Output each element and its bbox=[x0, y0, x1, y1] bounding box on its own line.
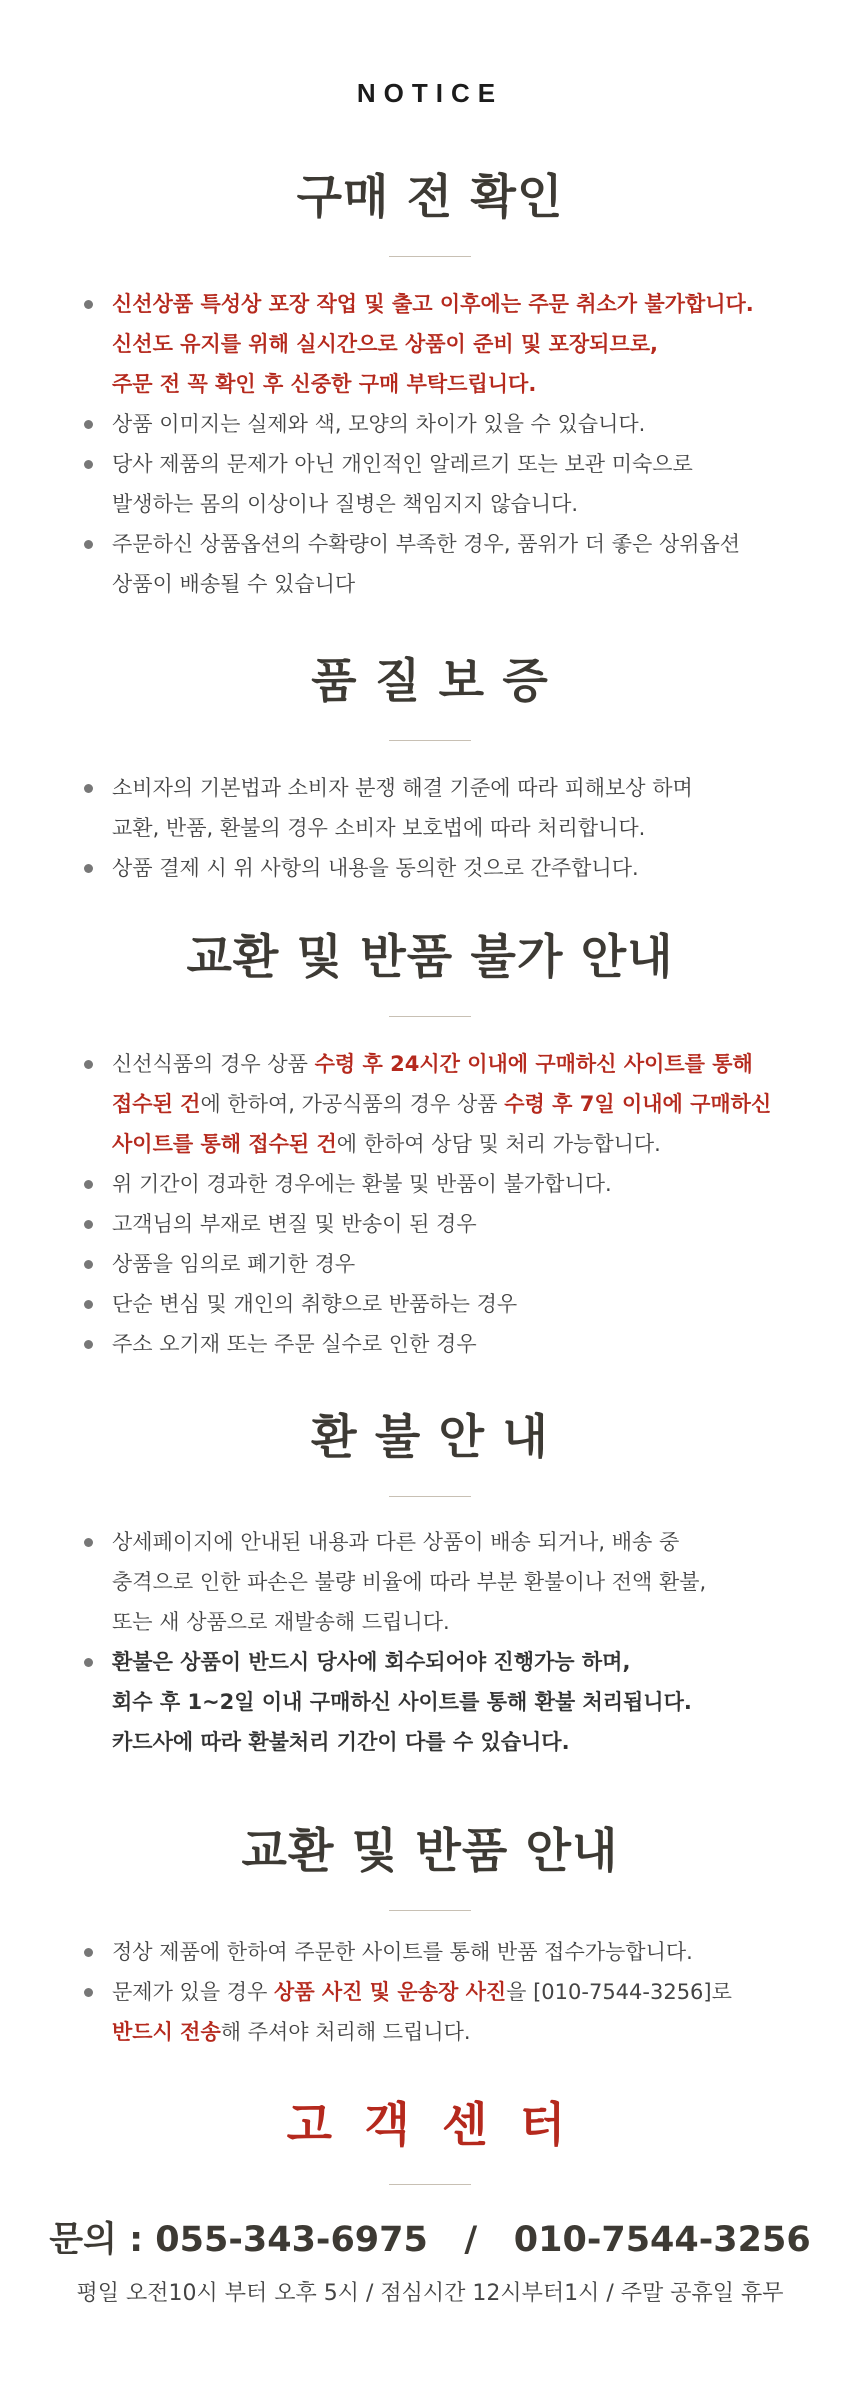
section-purchase-check bbox=[0, 168, 860, 257]
item-text-emphasis: 수령 후 24시간 이내에 구매하신 사이트를 통해 접수된 건 bbox=[112, 1052, 753, 1116]
bullet-dot bbox=[84, 540, 93, 549]
item-text: 위 기간이 경과한 경우에는 환불 및 반품이 불가합니다. bbox=[112, 1172, 612, 1196]
bullet-dot bbox=[84, 864, 93, 873]
item-text: 상품 이미지는 실제와 색, 모양의 차이가 있을 수 있습니다. bbox=[112, 412, 646, 436]
list-item bbox=[0, 1642, 860, 1762]
bullet-dot bbox=[84, 1538, 93, 1547]
list-item bbox=[0, 524, 860, 604]
business-hours: 평일 오전10시 부터 오후 5시 / 점심시간 12시부터1시 / 주말 공휴일 휴무 bbox=[76, 2281, 784, 2306]
list-item bbox=[0, 768, 860, 848]
list-item bbox=[0, 284, 860, 404]
item-text-emphasis: 수령 후 7일 이내에 구매하신 사이트를 통해 접수된 건 bbox=[112, 1092, 772, 1156]
bullet-dot bbox=[84, 1340, 93, 1349]
item-text: 상품 결제 시 위 사항의 내용을 동의한 것으로 간주합니다. bbox=[112, 856, 639, 880]
item-text-emphasis: 상품 사진 및 운송장 사진 bbox=[274, 1980, 507, 2004]
bullet-dot bbox=[84, 1988, 93, 1997]
item-text: 정상 제품에 한하여 주문한 사이트를 통해 반품 접수가능합니다. bbox=[112, 1940, 693, 1964]
section-divider bbox=[389, 2184, 471, 2185]
customer-center-title: 고 객 센 터 bbox=[286, 2098, 574, 2153]
section-title: 환 불 안 내 bbox=[311, 1410, 549, 1465]
bullet-dot bbox=[84, 460, 93, 469]
item-text: 신선식품의 경우 상품 bbox=[112, 1052, 315, 1076]
section-exchange-guide bbox=[0, 1822, 860, 1911]
item-text: 해 주셔야 처리해 드립니다. bbox=[220, 2020, 471, 2044]
section-divider bbox=[389, 1910, 471, 1911]
refund-guide-list bbox=[0, 1522, 860, 1762]
item-text: 을 [010-7544-3256]로 bbox=[506, 1980, 732, 2004]
section-title: 구매 전 확인 bbox=[296, 170, 564, 225]
section-divider bbox=[389, 256, 471, 257]
bullet-dot bbox=[84, 420, 93, 429]
no-exchange-list bbox=[0, 1044, 860, 1364]
item-text: 소비자의 기본법과 소비자 분쟁 해결 기준에 따라 피해보상 하며 교환, 반품, 환불의 경우 소비자 보호법에 따라 처리합니다. bbox=[112, 776, 693, 840]
contact-phone-numbers: 문의 : 055-343-6975 / 010-7544-3256 bbox=[49, 2220, 811, 2260]
item-text: 주문하신 상품옵션의 수확량이 부족한 경우, 품위가 더 좋은 상위옵션 상품이 배송될 수 있습니다 bbox=[112, 532, 741, 596]
list-item bbox=[0, 444, 860, 524]
list-item bbox=[0, 1324, 860, 1364]
section-title: 품 질 보 증 bbox=[311, 654, 549, 709]
item-text: 단순 변심 및 개인의 취향으로 반품하는 경우 bbox=[112, 1292, 518, 1316]
bullet-dot bbox=[84, 1300, 93, 1309]
quality-guarantee-list bbox=[0, 768, 860, 888]
bullet-dot bbox=[84, 1948, 93, 1957]
section-divider bbox=[389, 1016, 471, 1017]
bullet-dot bbox=[84, 1260, 93, 1269]
bullet-dot bbox=[84, 1060, 93, 1069]
section-quality-guarantee bbox=[0, 652, 860, 741]
bullet-dot bbox=[84, 1220, 93, 1229]
list-item bbox=[0, 1522, 860, 1642]
bullet-dot bbox=[84, 784, 93, 793]
item-text: 주소 오기재 또는 주문 실수로 인한 경우 bbox=[112, 1332, 477, 1356]
list-item bbox=[0, 1164, 860, 1204]
item-text: 고객님의 부재로 변질 및 반송이 된 경우 bbox=[112, 1212, 477, 1236]
notice-label: NOTICE bbox=[356, 78, 504, 108]
purchase-check-list bbox=[0, 284, 860, 604]
item-text: 에 한하여 상담 및 처리 가능합니다. bbox=[336, 1132, 661, 1156]
exchange-guide-list bbox=[0, 1932, 860, 2052]
list-item bbox=[0, 404, 860, 444]
section-no-exchange bbox=[0, 928, 860, 1017]
list-item bbox=[0, 848, 860, 888]
bullet-dot bbox=[84, 1658, 93, 1667]
item-text-emphasis: 신선상품 특성상 포장 작업 및 출고 이후에는 주문 취소가 불가합니다. 신선도 유지를 위해 실시간으로 상품이 준비 및 포장되므로, 주문 전 꼭 확인 후 신중한 구매 부탁드립니다. bbox=[112, 292, 754, 396]
item-text-emphasis: 반드시 전송 bbox=[112, 2020, 221, 2044]
list-item bbox=[0, 1972, 860, 2052]
list-item bbox=[0, 1244, 860, 1284]
section-title: 교환 및 반품 불가 안내 bbox=[186, 930, 674, 985]
list-item bbox=[0, 1284, 860, 1324]
item-text-emphasis: 환불은 상품이 반드시 당사에 회수되어야 진행가능 하며, 회수 후 1~2일 이내 구매하신 사이트를 통해 환불 처리됩니다. 카드사에 따라 환불처리 기간이 다를 수 있습니다. bbox=[112, 1650, 692, 1754]
bullet-dot bbox=[84, 300, 93, 309]
section-divider bbox=[389, 740, 471, 741]
item-text: 당사 제품의 문제가 아닌 개인적인 알레르기 또는 보관 미숙으로 발생하는 몸의 이상이나 질병은 책임지지 않습니다. bbox=[112, 452, 693, 516]
section-customer-center bbox=[0, 2096, 860, 2185]
item-text: 에 한하여, 가공식품의 경우 상품 bbox=[200, 1092, 505, 1116]
list-item bbox=[0, 1932, 860, 1972]
bullet-dot bbox=[84, 1180, 93, 1189]
section-divider bbox=[389, 1496, 471, 1497]
section-refund-guide bbox=[0, 1408, 860, 1497]
list-item bbox=[0, 1204, 860, 1244]
list-item bbox=[0, 1044, 860, 1164]
item-text: 상품을 임의로 폐기한 경우 bbox=[112, 1252, 356, 1276]
item-text: 상세페이지에 안내된 내용과 다른 상품이 배송 되거나, 배송 중 충격으로 인한 파손은 불량 비율에 따라 부분 환불이나 전액 환불, 또는 새 상품으로 재발송해 드립니다. bbox=[112, 1530, 707, 1634]
item-text: 문제가 있을 경우 bbox=[112, 1980, 275, 2004]
section-title: 교환 및 반품 안내 bbox=[241, 1824, 619, 1879]
